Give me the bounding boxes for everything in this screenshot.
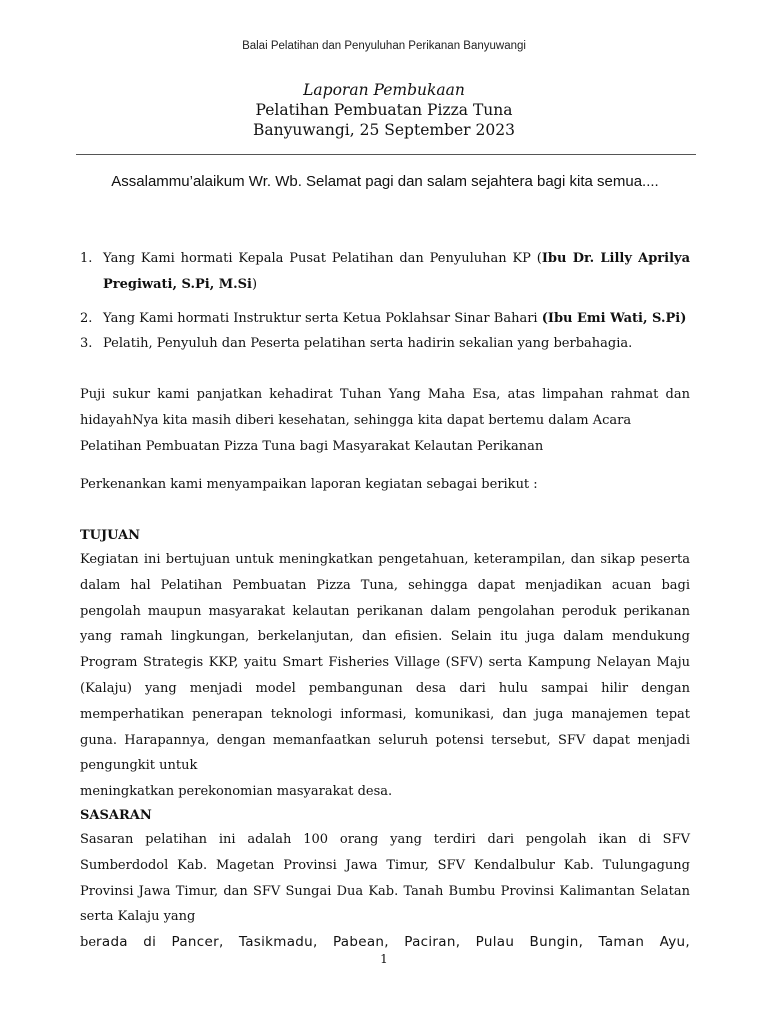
sasaran-text: Sasaran pelatihan ini adalah 100 orang yang terdiri dari pengolah ikan di SFV Sumberdodol Kab. Magetan Provinsi Jawa Timur, SFV Kendalbulur Kab. Tulungagung Provinsi Jawa Timur, dan SFV Sungai Dua Kab. Tanah Bumbu Provinsi Kalimantan Selatan serta Kalaju yang xyxy=(80,832,690,925)
section-heading-sasaran: SASARAN xyxy=(80,808,152,823)
sasaran-paragraph xyxy=(80,827,690,956)
list-text: Yang Kami hormati Instruktur serta Ketua Poklahsar Sinar Bahari xyxy=(103,311,542,326)
page-number: 1 xyxy=(380,952,388,966)
list-bold-name: (Ibu Emi Wati, S.Pi) xyxy=(541,311,687,326)
list-text: Pelatih, Penyuluh dan Peserta pelatihan serta hadirin sekalian yang berbahagia. xyxy=(103,336,633,351)
intro-text-last: Pelatihan Pembuatan Pizza Tuna bagi Masyarakat Kelautan Perikanan xyxy=(80,438,544,454)
report-intro-text: Perkenankan kami menyampaikan laporan kegiatan sebagai berikut : xyxy=(80,477,538,492)
list-bold-name: Ibu Dr. Lilly Aprilya Pregiwati, S.Pi, M.Si xyxy=(103,251,691,292)
title-line-3: Banyuwangi, 25 September 2023 xyxy=(253,121,515,139)
page-header: Balai Pelatihan dan Penyuluhan Perikanan Banyuwangi xyxy=(242,40,526,52)
intro-paragraph xyxy=(80,382,690,459)
list-item xyxy=(80,334,690,354)
list-item xyxy=(80,246,690,298)
list-number: 1. xyxy=(80,251,93,266)
list-number: 2. xyxy=(80,311,93,326)
greeting: Assalammu’alaikum Wr. Wb. Selamat pagi dan salam sejahtera bagi kita semua.... xyxy=(111,173,659,190)
list-text: Yang Kami hormati Kepala Pusat Pelatihan dan Penyuluhan KP ( xyxy=(103,251,542,266)
intro-text: Puji sukur kami panjatkan kehadirat Tuhan Yang Maha Esa, atas limpahan rahmat dan hidayahNya kita masih diberi kesehatan, sehingga kita dapat bertemu dalam Acara xyxy=(80,387,690,428)
list-text-end: ) xyxy=(252,277,258,292)
list-item xyxy=(80,309,690,329)
sasaran-text-last-sans: rada di Pancer, Tasikmadu, Pabean, Paciran, Pulau Bungin, Taman Ayu, xyxy=(96,934,690,951)
tujuan-paragraph xyxy=(80,547,690,805)
tujuan-text-last: meningkatkan perekonomian masyarakat desa. xyxy=(80,784,393,800)
title-line-2: Pelatihan Pembuatan Pizza Tuna xyxy=(255,101,513,119)
header-divider xyxy=(76,154,696,155)
report-intro xyxy=(80,472,690,498)
tujuan-text: Kegiatan ini bertujuan untuk meningkatkan pengetahuan, keterampilan, dan sikap peserta dalam hal Pelatihan Pembuatan Pizza Tuna, sehingga dapat menjadikan acuan bagi pengolah maupun masyarakat kelautan perikanan dalam pengolahan peroduk perikanan yang ramah lingkungan, berkelanjutan, dan efisien. Selain itu juga dalam mendukung Program Strategis KKP, yaitu Smart Fisheries Village (SFV) serta Kampung Nelayan Maju (Kalaju) yang menjadi model pembangunan desa dari hulu sampai hilir dengan memperhatikan penerapan teknologi informasi, komunikasi, dan juga manajemen tepat guna. Harapannya, dengan memanfaatkan seluruh potensi tersebut, SFV dapat menjadi pengungkit untuk xyxy=(80,552,690,774)
title-line-1: Laporan Pembukaan xyxy=(303,81,465,99)
document-title xyxy=(0,80,768,140)
sasaran-text-last-serif: be xyxy=(80,935,97,951)
list-number: 3. xyxy=(80,336,93,351)
section-heading-tujuan: TUJUAN xyxy=(80,528,141,543)
